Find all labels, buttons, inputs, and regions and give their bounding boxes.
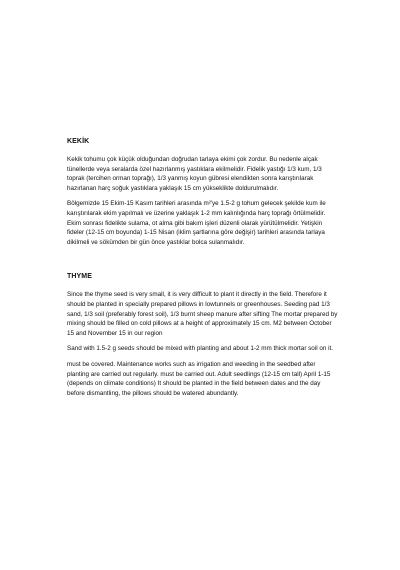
document-page [67,137,339,404]
paragraph-turkish-1: Kekik tohumu çok küçük olduğundan doğrudan tarlaya ekimi çok zordur. Bu nedenle alçak tünellerde veya seralarda özel hazırlanmış yastıklara ekilmelidir. Fidelik yastığı 1/3 kum, 1/3 toprak (tercihen orman toprağı), 1/3 yanmış koyun gübresi elendikten sonra karıştırılarak hazırlanan harç soğuk yastıklara yaklaşık 15 cm yükseklikte doldurulmalıdır. [67,156,322,192]
paragraph-english-2: Sand with 1.5-2 g seeds should be mixed with planting and about 1-2 mm thick mortar soil on it. [67,345,334,353]
paragraph-english-1: Since the thyme seed is very small, it is very difficult to plant it directly in the field. Therefore it should be planted in specially prepared pillows in lowtunnels or greenhouses. Seeding pad 1/3 sand, 1/3 soil (preferably forest soil), 1/3 burnt sheep manure after sifting The mortar prepared by mixing should be filled on cold pillows at a height of approximately 15 cm. M2 between October 15 and November 15 in our region [67,291,338,337]
section-turkish [67,137,339,247]
section-heading-english: THYME [67,273,92,281]
paragraph-english-3: must be covered. Maintenance works such as irrigation and weeding in the seedbed after planting are carried out regularly. must be carried out. Adult seedlings (12-15 cm tall) April 1-15 (depends on climate conditions) It should be planted in the field between dates and the day before dismantling, the pillows should be watered abundantly. [67,360,331,397]
section-english [67,272,339,398]
section-spacer [67,253,339,272]
paragraph-turkish-2: Bölgemizde 15 Ekim-15 Kasım tarihleri arasında m²'ye 1.5-2 g tohum gelecek şekilde kum ile karıştırılarak ekim yapılmalı ve üzerine yaklaşık 1-2 mm kalınlığında harç toprağı örtülmelidir. Ekim sonrası fidelikte sulama, ot alma gibi bakım işleri düzenli olarak yürütülmelidir. Yetişkin fideler (12-15 cm boyunda) 1-15 Nisan (iklim şartlarına göre değişir) tarihleri arasında tarlaya dikilmeli ve sökümden bir gün önce yastıklar bolca sulanmalıdır. [67,200,326,246]
section-heading-turkish: KEKİK [67,138,90,145]
